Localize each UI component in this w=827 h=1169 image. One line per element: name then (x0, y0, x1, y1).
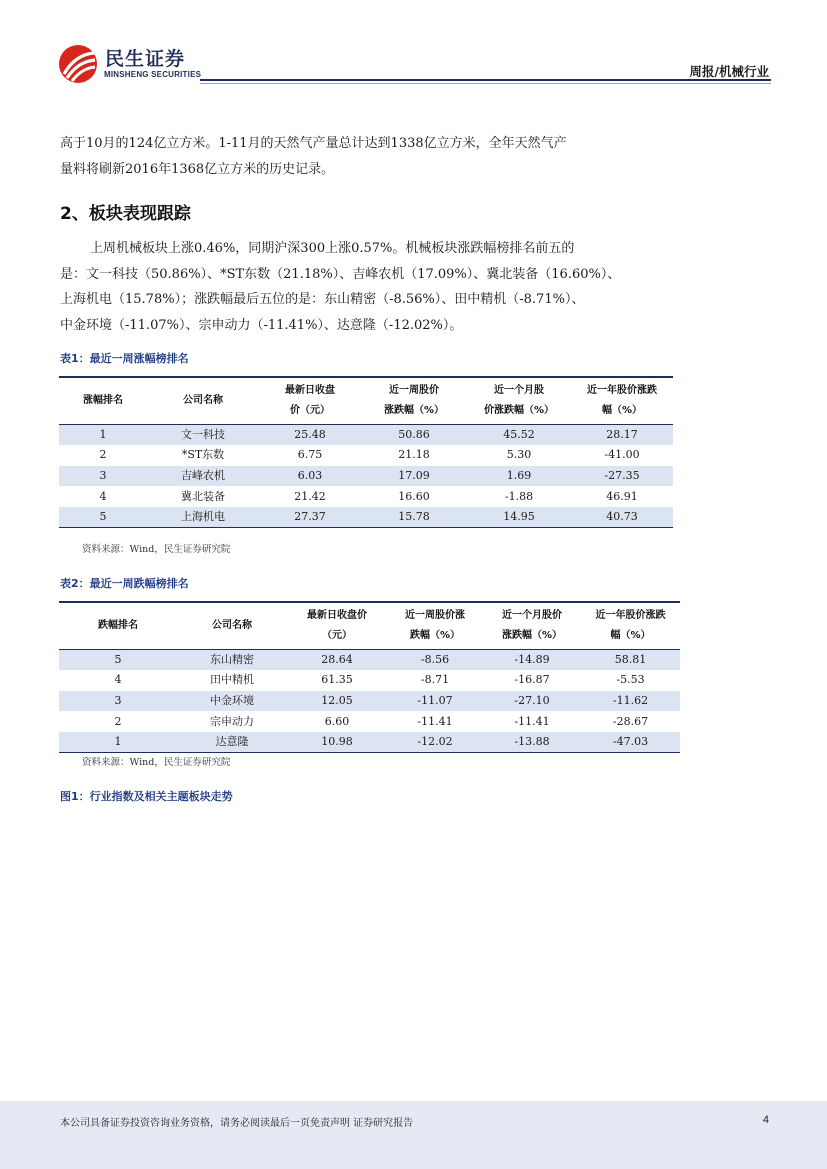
table1-caption: 表1：最近一周涨幅榜排名 (60, 352, 189, 365)
cell-week: -11.07 (417, 693, 453, 707)
paragraph-line: 高于10月的124亿立方米。1-11月的天然气产量总计达到1338亿立方米，全年天然气产 (60, 136, 567, 151)
cell-close: 6.75 (297, 448, 323, 462)
cell-close: 10.98 (321, 734, 353, 748)
cell-company: 冀北装备 (181, 489, 225, 503)
col-header-close: 最新日收盘价 （元） (307, 610, 367, 641)
page-footer (0, 1101, 827, 1169)
cell-year: 58.81 (614, 653, 647, 667)
losers-table (59, 601, 680, 753)
cell-close: 25.48 (294, 428, 326, 442)
table1-source: 资料来源：Wind，民生证券研究院 (82, 544, 231, 555)
cell-week: 50.86 (398, 428, 430, 442)
table-row (59, 507, 673, 528)
logo-chinese-name: 民生证券 (105, 48, 186, 70)
table2-caption: 表2：最近一周跌幅榜排名 (60, 577, 189, 590)
col-header-week: 近一周股价涨 跌幅（%） (405, 610, 465, 641)
table2-source: 资料来源：Wind，民生证券研究院 (82, 757, 231, 768)
cell-year: 28.17 (606, 428, 638, 442)
table-row (59, 425, 673, 446)
col-header-rank: 跌幅排名 (98, 620, 138, 631)
table-row (59, 466, 673, 487)
cell-rank: 3 (114, 693, 122, 707)
figure1-caption: 图1：行业指数及相关主题板块走势 (60, 790, 233, 803)
table-row (59, 670, 680, 691)
logo-english-name: MINSHENG SECURITIES (104, 70, 202, 79)
paragraph-line: 是：文一科技（50.86%）、*ST东数（21.18%）、吉峰农机（17.09%）、冀北装备（16.60%）、 (60, 266, 621, 282)
cell-year: -27.35 (604, 468, 640, 482)
cell-close: 6.03 (297, 468, 323, 482)
cell-rank: 5 (114, 653, 122, 667)
header-divider (200, 79, 771, 81)
table-row (59, 732, 680, 753)
cell-close: 21.42 (294, 489, 326, 503)
cell-month: -11.41 (514, 714, 550, 728)
cell-rank: 2 (114, 714, 122, 728)
cell-year: 40.73 (606, 509, 638, 523)
cell-close: 28.64 (321, 653, 353, 667)
cell-month: -16.87 (514, 673, 550, 687)
col-header-company: 公司名称 (183, 395, 223, 406)
table-row (59, 445, 673, 466)
cell-rank: 1 (114, 734, 122, 748)
cell-week: 16.60 (398, 489, 430, 503)
table-row (59, 650, 680, 671)
intro-paragraph (60, 131, 680, 182)
cell-company: 田中精机 (210, 673, 254, 687)
table-header-row (59, 377, 673, 425)
col-header-year: 近一年股价涨跌 幅（%） (587, 385, 657, 416)
cell-rank: 4 (99, 489, 107, 503)
col-header-rank: 涨幅排名 (83, 395, 123, 406)
cell-week: 17.09 (398, 468, 430, 482)
cell-month: 1.69 (506, 468, 532, 482)
cell-week: -8.56 (420, 653, 450, 667)
cell-year: -47.03 (612, 734, 649, 748)
cell-month: -14.89 (514, 653, 550, 667)
cell-company: 上海机电 (181, 509, 225, 523)
paragraph-line: 中金环境（-11.07%）、宗申动力（-11.41%）、达意隆（-12.02%）。 (60, 317, 463, 333)
cell-company: 宗申动力 (210, 714, 254, 728)
cell-month: -13.88 (514, 734, 550, 748)
cell-month: 14.95 (503, 509, 535, 523)
cell-rank: 5 (99, 509, 107, 523)
cell-close: 61.35 (321, 673, 353, 687)
table-header-row (59, 602, 680, 650)
cell-rank: 1 (99, 428, 107, 442)
table-row (59, 711, 680, 732)
cell-month: -1.88 (504, 489, 534, 503)
sector-performance-paragraph (60, 236, 680, 338)
cell-year: 46.91 (606, 489, 638, 503)
report-type-label: 周报/机械行业 (689, 64, 769, 79)
col-header-close: 最新日收盘 价（元） (285, 385, 335, 416)
cell-rank: 2 (99, 448, 107, 462)
cell-close: 6.60 (324, 714, 350, 728)
paragraph-line: 上周机械板块上涨0.46%，同期沪深300上涨0.57%。机械板块涨跌幅榜排名前五的 (90, 241, 575, 256)
section-title: 2、板块表现跟踪 (60, 204, 191, 224)
col-header-year: 近一年股价涨跌 幅（%） (595, 610, 666, 641)
cell-month: 5.30 (506, 448, 532, 462)
cell-company: 达意隆 (215, 734, 249, 748)
cell-year: -5.53 (616, 673, 645, 687)
cell-month: 45.52 (503, 428, 535, 442)
col-header-week: 近一周股价 涨跌幅（%） (383, 385, 445, 416)
cell-year: -11.62 (612, 693, 649, 707)
col-header-month: 近一个月股价 涨跌幅（%） (501, 610, 563, 641)
cell-company: 东山精密 (210, 653, 254, 667)
cell-company: *ST东数 (181, 448, 225, 462)
cell-year: -28.67 (612, 714, 649, 728)
paragraph-line: 量料将刷新2016年1368亿立方米的历史记录。 (60, 161, 335, 177)
footer-disclaimer: 本公司具备证券投资咨询业务资格，请务必阅读最后一页免责声明 证券研究报告 (60, 1118, 414, 1129)
cell-week: 15.78 (398, 509, 430, 523)
minsheng-logo-icon (58, 44, 98, 84)
col-header-company: 公司名称 (212, 620, 252, 631)
cell-rank: 3 (99, 468, 107, 482)
header-divider-thin (200, 83, 771, 84)
table-row (59, 486, 673, 507)
page-header (0, 0, 827, 90)
cell-close: 12.05 (321, 693, 353, 707)
cell-rank: 4 (114, 673, 122, 687)
cell-week: -8.71 (420, 673, 450, 687)
cell-month: -27.10 (514, 693, 550, 707)
cell-week: 21.18 (398, 448, 430, 462)
page-number: 4 (762, 1114, 769, 1126)
cell-company: 吉峰农机 (181, 468, 225, 482)
cell-company: 文一科技 (181, 428, 225, 442)
paragraph-line: 上海机电（15.78%）；涨跌幅最后五位的是：东山精密（-8.56%）、田中精机（-8.71%）、 (60, 292, 585, 307)
table-row (59, 691, 680, 712)
cell-company: 中金环境 (210, 693, 254, 707)
cell-close: 27.37 (294, 509, 326, 523)
cell-week: -11.41 (417, 714, 453, 728)
cell-week: -12.02 (417, 734, 453, 748)
gainers-table (59, 376, 673, 528)
cell-year: -41.00 (604, 448, 640, 462)
col-header-month: 近一个月股 价涨跌幅（%） (483, 385, 555, 416)
